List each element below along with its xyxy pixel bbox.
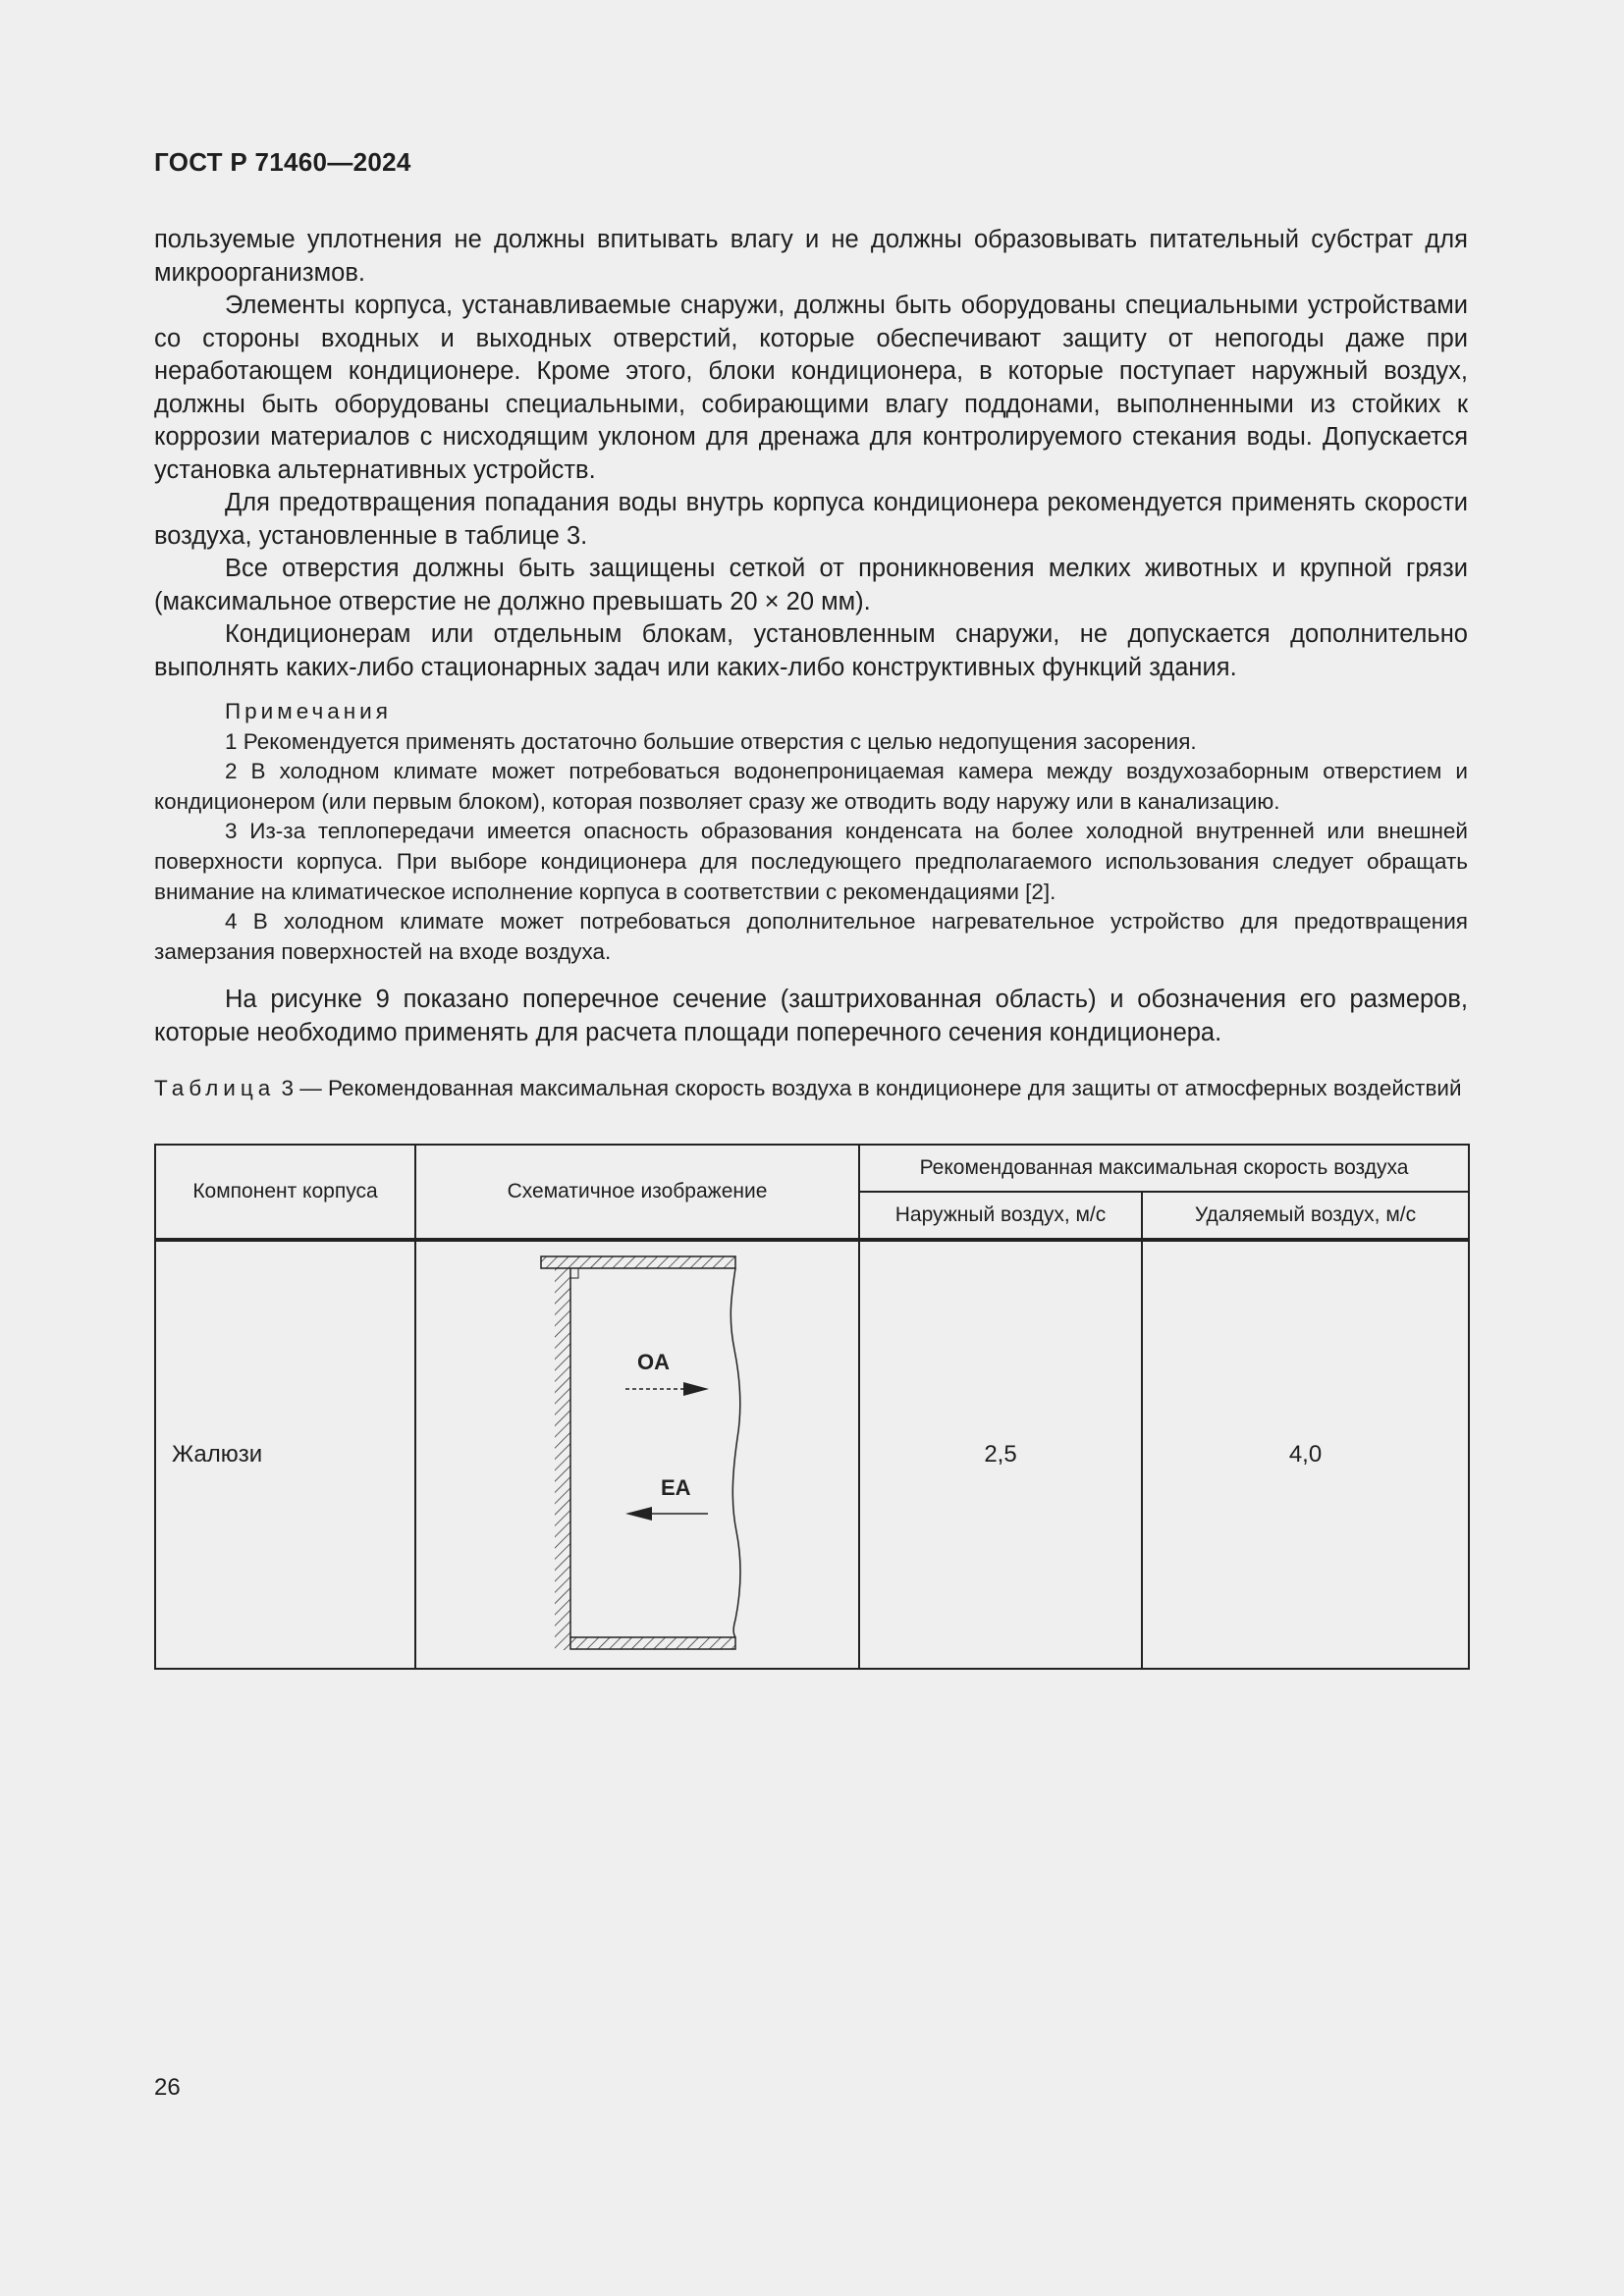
table-caption bbox=[154, 1074, 1470, 1103]
table-row bbox=[155, 1241, 1469, 1669]
figure-reference bbox=[154, 984, 1468, 1049]
bottom-wall bbox=[570, 1637, 735, 1649]
arrow-right-icon bbox=[683, 1382, 709, 1396]
header-component: Компонент корпуса bbox=[155, 1145, 415, 1239]
note-item: 4 В холодном климате может потребоваться дополнительное нагревательное устройство для предотвращения замерзания поверхностей на входе воздуха. bbox=[154, 909, 1468, 964]
page-number: 26 bbox=[154, 2074, 181, 2101]
table-caption-text: — Рекомендованная максимальная скорость воздуха в кондиционере для защиты от атмосферных воздействий bbox=[299, 1076, 1462, 1100]
table-header-row bbox=[155, 1145, 1469, 1192]
note-item: 2 В холодном климате может потребоваться водонепроницаемая камера между воздухозаборным отверстием и кондиционером (или первым блоком), которая позволяет сразу же отводить воду наружу или в канализацию. bbox=[154, 759, 1468, 814]
cell-schematic bbox=[415, 1241, 859, 1669]
header-outdoor-air: Наружный воздух, м/с bbox=[859, 1192, 1142, 1239]
paragraph: Кондиционерам или отдельным блокам, установленным снаружи, не допускается дополнительно выполнять каких-либо стационарных задач или каких-либо конструктивных функций здания. bbox=[154, 620, 1468, 681]
note-item: 3 Из-за теплопередачи имеется опасность образования конденсата на более холодной внутренней или внешней поверхности корпуса. При выборе кондиционера для последующего предполагаемого использования следует обращать внимание на климатическое исполнение корпуса в соответствии с рекомендациями [2]. bbox=[154, 819, 1468, 904]
table-caption-number: 3 bbox=[281, 1076, 295, 1100]
note-item: 1 Рекомендуется применять достаточно большие отверстия с целью недопущения засорения. bbox=[225, 728, 1197, 754]
standard-id: ГОСТ Р 71460—2024 bbox=[154, 147, 411, 177]
label-ea: EA bbox=[661, 1475, 691, 1500]
body-text bbox=[154, 224, 1468, 684]
break-line bbox=[731, 1268, 740, 1637]
arrow-left-icon bbox=[625, 1507, 652, 1521]
table-caption-word: Таблица bbox=[154, 1076, 276, 1100]
left-wall bbox=[555, 1268, 570, 1650]
paragraph: Элементы корпуса, устанавливаемые снаружи, должны быть оборудованы специальными устройствами со стороны входных и выходных отверстий, которые обеспечивают защиту от непогоды даже при неработающем кондиционере. Кроме этого, блоки кондиционера, в которые поступает наружный воздух, должны быть оборудованы специальными, собирающими влагу поддонами, выполненными из стойких к коррозии материалов с нисходящим уклоном для дренажа для контролируемого стекания воды. Допускается установка альтернативных устройств. bbox=[154, 292, 1468, 484]
notes-block bbox=[154, 697, 1468, 967]
louver-schematic bbox=[416, 1242, 860, 1668]
paragraph: На рисунке 9 показано поперечное сечение (заштрихованная область) и обозначения его размеров, которые необходимо применять для расчета площади поперечного сечения кондиционера. bbox=[154, 986, 1468, 1046]
paragraph: пользуемые уплотнения не должны впитывать влагу и не должны образовывать питательный субстрат для микроорганизмов. bbox=[154, 226, 1468, 287]
paragraph: Все отверстия должны быть защищены сеткой от проникновения мелких животных и крупной грязи (максимальное отверстие не должно превышать 20 × 20 мм). bbox=[154, 555, 1468, 615]
notes-title: Примечания bbox=[225, 699, 392, 723]
header-schematic: Схематичное изображение bbox=[415, 1145, 859, 1239]
top-wall bbox=[541, 1256, 735, 1268]
cell-component: Жалюзи bbox=[155, 1241, 415, 1669]
header-exhaust-air: Удаляемый воздух, м/с bbox=[1142, 1192, 1469, 1239]
paragraph: Для предотвращения попадания воды внутрь корпуса кондиционера рекомендуется применять скорости воздуха, установленные в таблице 3. bbox=[154, 489, 1468, 550]
header-group: Рекомендованная максимальная скорость воздуха bbox=[859, 1145, 1469, 1192]
label-oa: OA bbox=[637, 1350, 670, 1374]
cell-outdoor-speed: 2,5 bbox=[859, 1241, 1142, 1669]
cell-exhaust-speed: 4,0 bbox=[1142, 1241, 1469, 1669]
data-table bbox=[154, 1144, 1470, 1670]
